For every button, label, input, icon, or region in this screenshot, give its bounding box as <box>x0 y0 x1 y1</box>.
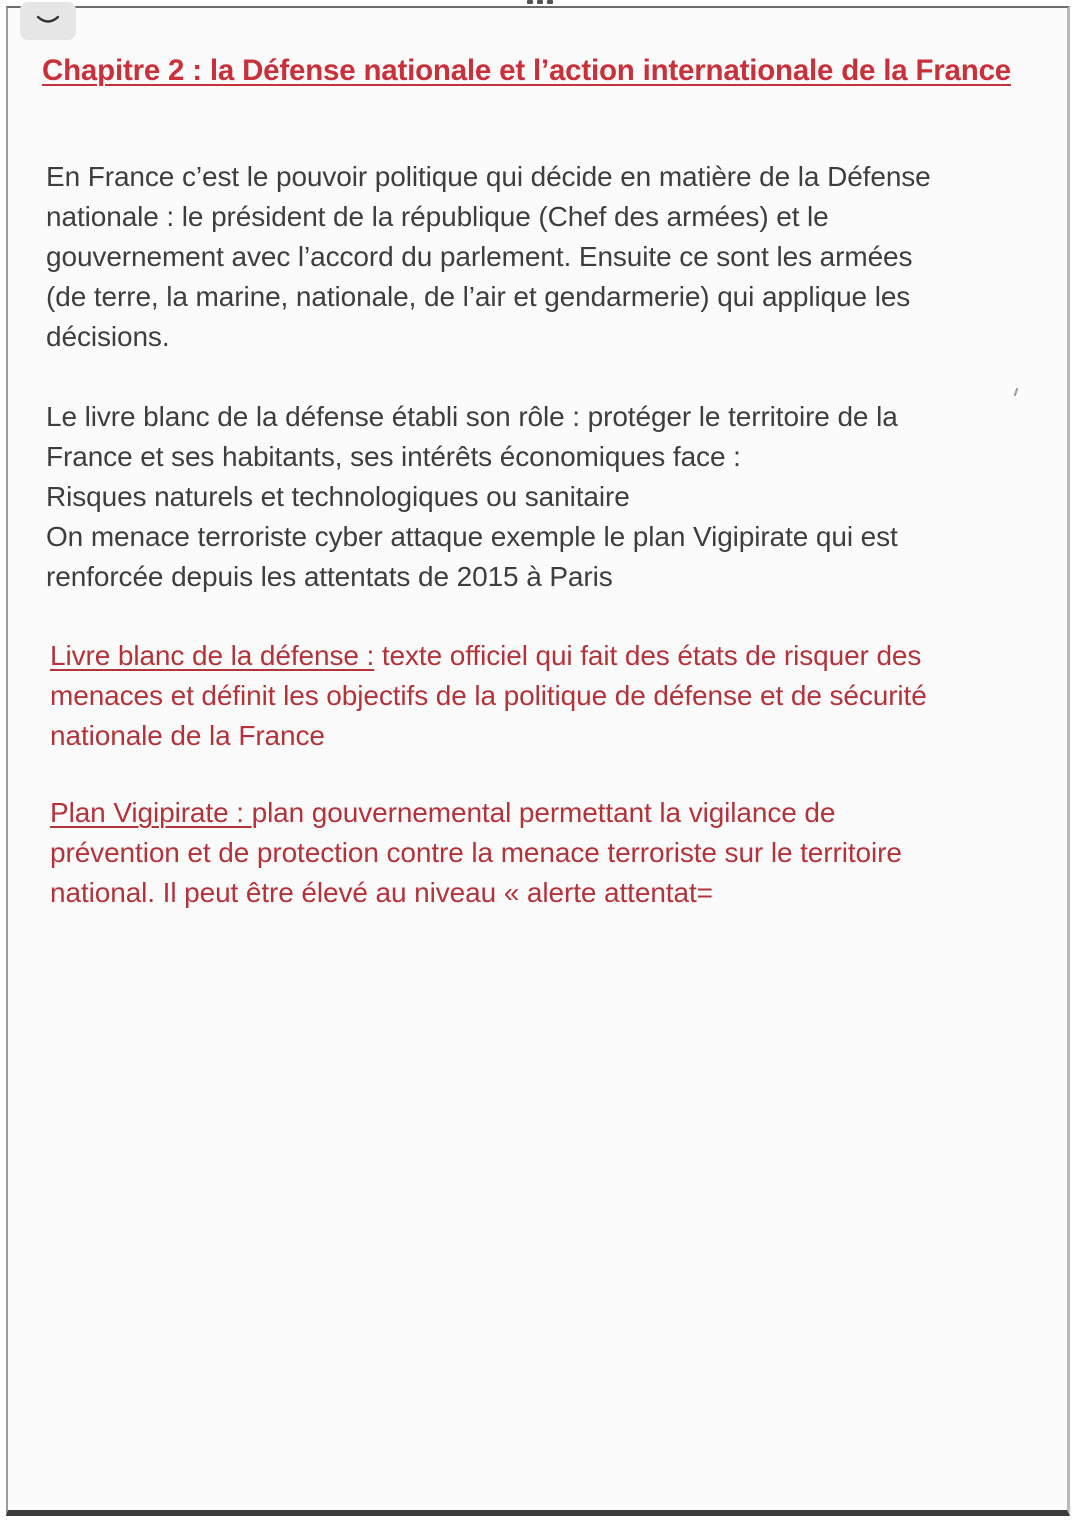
definition-livre-blanc <box>50 636 1040 756</box>
definition-first-line <box>50 636 1040 676</box>
text-line: décisions. <box>46 321 170 352</box>
chevron-down-icon <box>35 14 61 28</box>
text-line: France et ses habitants, ses intérêts économiques face : <box>46 441 741 472</box>
text-line: menaces et définit les objectifs de la politique de défense et de sécurité <box>50 680 927 711</box>
livre-blanc-paragraph <box>46 397 1036 597</box>
definition-first-line <box>50 793 1040 833</box>
definition-term: Plan Vigipirate : <box>50 797 252 828</box>
page-indicator <box>520 0 560 8</box>
text-line: (de terre, la marine, nationale, de l’air et gendarmerie) qui applique les <box>46 281 911 312</box>
text-line: prévention et de protection contre la menace terroriste sur le territoire <box>50 837 902 868</box>
text-line: Le livre blanc de la défense établi son rôle : protéger le territoire de la <box>46 401 898 432</box>
text-line: national. Il peut être élevé au niveau « alerte attentat= <box>50 877 713 908</box>
text-line: gouvernement avec l’accord du parlement. Ensuite ce sont les armées <box>46 241 913 272</box>
definition-text: plan gouvernemental permettant la vigilance de <box>251 797 836 828</box>
definition-term: Livre blanc de la défense : <box>50 640 375 671</box>
collapse-button[interactable] <box>20 2 76 40</box>
definition-vigipirate <box>50 793 1040 913</box>
text-line: En France c’est le pouvoir politique qui décide en matière de la Défense <box>46 161 931 192</box>
text-line: On menace terroriste cyber attaque exemple le plan Vigipirate qui est <box>46 521 898 552</box>
text-line: renforcée depuis les attentats de 2015 à Paris <box>46 561 613 592</box>
chapter-title: Chapitre 2 : la Défense nationale et l’action internationale de la France <box>42 54 1011 87</box>
intro-paragraph <box>46 157 1036 357</box>
text-line: nationale : le président de la république (Chef des armées) et le <box>46 201 829 232</box>
text-line: nationale de la France <box>50 720 325 751</box>
definition-text: texte officiel qui fait des états de risquer des <box>374 640 922 671</box>
text-line: Risques naturels et technologiques ou sanitaire <box>46 481 630 512</box>
